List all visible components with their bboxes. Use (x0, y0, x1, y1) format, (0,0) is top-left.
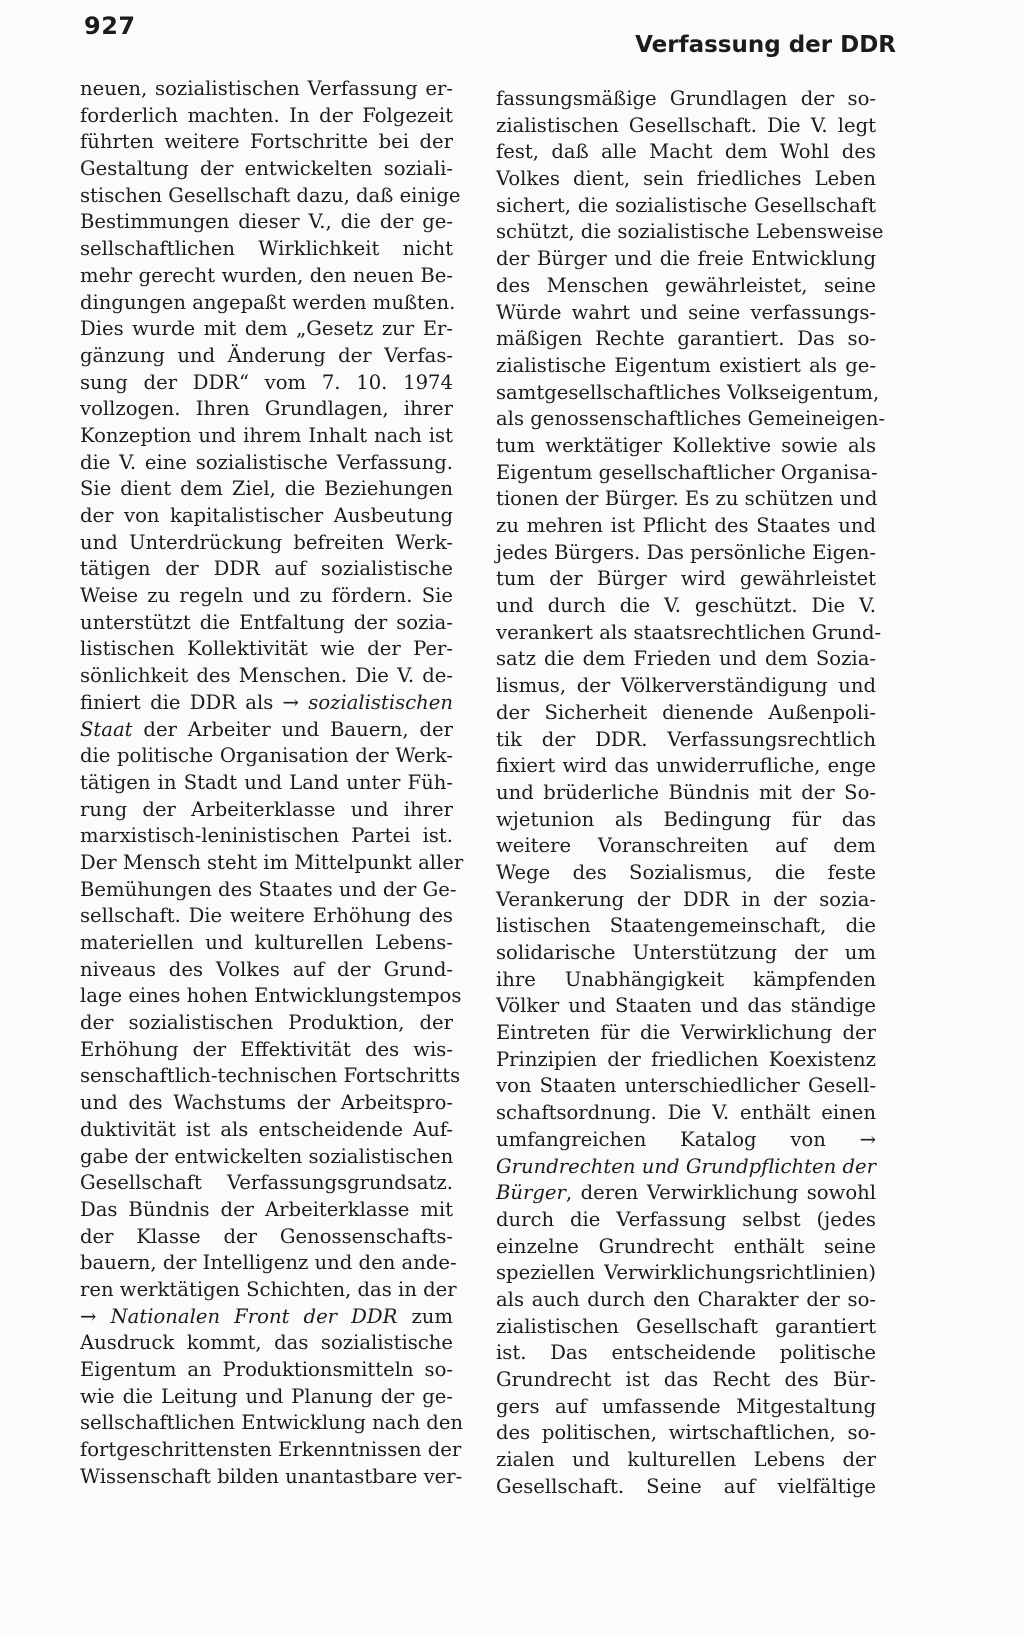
text-line: tätigen in Stadt und Land unter Füh- (80, 770, 453, 794)
text-line: als auch durch den Charakter der so- (496, 1287, 876, 1311)
text-line: zialen und kulturellen Lebens der (496, 1448, 876, 1472)
text-line: Wissenschaft bilden unantastbare ver- (80, 1464, 463, 1488)
text-line: Bemühungen des Staates und der Ge- (80, 877, 457, 901)
text-line: Erhöhung der Effektivität des wis- (80, 1037, 453, 1061)
text-line: lage eines hohen Entwicklungstempos (80, 984, 462, 1008)
text-line: forderlich machten. In der Folgezeit (80, 103, 453, 127)
text-line: der Klasse der Genossenschafts- (80, 1224, 453, 1248)
text-line: Bestimmungen dieser V., die der ge- (80, 210, 453, 234)
text-line: schützt, die sozialistische Lebensweise (496, 220, 884, 244)
text-fragment: → (80, 1304, 111, 1328)
text-line: neuen, sozialistischen Verfassung er- (80, 77, 453, 100)
text-line (80, 1304, 453, 1331)
text-line: Ausdruck kommt, das sozialistische (80, 1331, 453, 1355)
cross-reference-term: Nationalen Front der DDR (110, 1304, 398, 1328)
text-line: sung der DDR“ vom 7. 10. 1974 (80, 370, 453, 394)
text-line: materiellen und kulturellen Lebens- (80, 931, 453, 954)
text-line: führten weitere Fortschritte bei der (80, 130, 453, 154)
text-line: Dies wurde mit dem „Gesetz zur Er- (80, 317, 453, 341)
text-line: tik der DDR. Verfassungsrechtlich (496, 727, 876, 751)
text-line: Prinzipien der friedlichen Koexistenz (496, 1047, 876, 1071)
text-fragment: finiert die DDR als → (80, 690, 309, 714)
text-line: wie die Leitung und Planung der ge- (80, 1384, 453, 1408)
text-line: weitere Voranschreiten auf dem (496, 834, 876, 858)
text-line (496, 1154, 876, 1181)
text-line: Gesellschaft. Seine auf vielfältige (496, 1474, 876, 1498)
text-line: Verankerung der DDR in der sozia- (496, 887, 876, 911)
text-line: gers auf umfassende Mitgestaltung (496, 1394, 876, 1418)
text-line: sellschaft. Die weitere Erhöhung des (80, 904, 453, 928)
text-line: speziellen Verwirklichungsrichtlinien) (496, 1261, 876, 1285)
left-text-column (80, 76, 464, 1490)
text-line: der sozialistischen Produktion, der (80, 1011, 453, 1035)
text-line: der Bürger und die freie Entwicklung (496, 247, 876, 271)
text-line: fassungsmäßige Grundlagen der so- (496, 87, 876, 110)
text-line: der Sicherheit dienende Außenpoli- (496, 700, 876, 724)
text-line: ren werktätigen Schichten, das in der (80, 1277, 457, 1301)
text-line: Eigentum gesellschaftlicher Organisa- (496, 460, 878, 484)
text-line: als genossenschaftliches Gemeineigen- (496, 407, 886, 431)
text-line: zialistischen Gesellschaft garantiert (496, 1314, 876, 1338)
text-line: marxistisch-leninistischen Partei ist. (80, 824, 453, 848)
text-line (80, 717, 453, 744)
page-number: 927 (84, 12, 136, 40)
text-line: sellschaftlichen Entwicklung nach den (80, 1411, 464, 1435)
cross-reference-term: Grundrechten und Grundpflichten der (496, 1154, 876, 1178)
text-line: einzelne Grundrecht enthält seine (496, 1234, 876, 1258)
text-line: mehr gerecht wurden, den neuen Be- (80, 263, 453, 287)
text-line: satz die dem Frieden und dem Sozia- (496, 647, 876, 671)
text-fragment: der Arbeiter und Bauern, der (132, 717, 453, 741)
text-line: Sie dient dem Ziel, die Beziehungen (80, 477, 453, 501)
text-line: gabe der entwickelten sozialistischen (80, 1144, 454, 1168)
text-line: tum werktätiger Kollektive sowie als (496, 433, 876, 457)
text-line: ist. Das entscheidende politische (496, 1341, 876, 1365)
cross-reference-term: Bürger (496, 1181, 566, 1205)
text-line: Volkes dient, sein friedliches Leben (496, 167, 876, 191)
text-line: wjetunion als Bedingung für das (496, 807, 876, 831)
text-line: tum der Bürger wird gewährleistet (496, 567, 876, 591)
text-line: samtgesellschaftliches Volkseigentum, (496, 380, 880, 404)
running-head-title: Verfassung der DDR (635, 32, 896, 58)
text-line: Der Mensch steht im Mittelpunkt aller (80, 850, 464, 874)
text-line: rung der Arbeiterklasse und ihrer (80, 797, 453, 821)
text-line: lismus, der Völkerverständigung und (496, 674, 876, 698)
text-line: und Unterdrückung befreiten Werk- (80, 530, 453, 554)
text-line: bauern, der Intelligenz und den ande- (80, 1251, 457, 1275)
text-line: fixiert wird das unwiderrufliche, enge (496, 754, 876, 778)
text-line: mäßigen Rechte garantiert. Das so- (496, 327, 876, 351)
text-line: sichert, die sozialistische Gesellschaft (496, 193, 876, 217)
text-line: zialistische Eigentum existiert als ge- (496, 353, 876, 377)
right-text-column (496, 86, 886, 1500)
text-line: duktivität ist als entscheidende Auf- (80, 1117, 453, 1141)
text-line: des Menschen gewährleistet, seine (496, 273, 876, 297)
text-line: senschaftlich-technischen Fortschritts (80, 1064, 461, 1088)
text-line: verankert als staatsrechtlichen Grund- (496, 620, 882, 644)
text-line: Gesellschaft Verfassungsgrundsatz. (80, 1171, 453, 1195)
text-line: und durch die V. geschützt. Die V. (496, 594, 876, 618)
text-line: unterstützt die Entfaltung der sozia- (80, 610, 453, 634)
text-line: und des Wachstums der Arbeitspro- (80, 1091, 453, 1115)
text-line: niveaus des Volkes auf der Grund- (80, 957, 453, 981)
text-line: listischen Kollektivität wie der Per- (80, 637, 453, 661)
text-line: listischen Staatengemeinschaft, die (496, 914, 876, 938)
text-line: durch die Verfassung selbst (jedes (496, 1207, 876, 1231)
text-line: fortgeschrittensten Erkenntnissen der (80, 1438, 462, 1462)
text-line: umfangreichen Katalog von → (496, 1127, 876, 1151)
text-line: Wege des Sozialismus, die feste (496, 860, 876, 884)
text-line: gänzung und Änderung der Verfas- (80, 343, 453, 367)
text-line: von Staaten unterschiedlicher Gesell- (496, 1074, 876, 1098)
text-line: die politische Organisation der Werk- (80, 744, 453, 768)
text-fragment: , deren Verwirklichung sowohl (565, 1181, 876, 1205)
text-line: Weise zu regeln und zu fördern. Sie (80, 584, 453, 608)
text-line: stischen Gesellschaft dazu, daß einige (80, 183, 461, 207)
text-line (496, 1180, 876, 1207)
text-line: Eintreten für die Verwirklichung der (496, 1021, 876, 1045)
text-line: tionen der Bürger. Es zu schützen und (496, 487, 878, 511)
text-line: jedes Bürgers. Das persönliche Eigen- (496, 540, 877, 564)
text-line: solidarische Unterstützung der um (496, 941, 876, 964)
text-line: dingungen angepaßt werden mußten. (80, 290, 456, 314)
text-line: vollzogen. Ihren Grundlagen, ihrer (80, 397, 453, 421)
text-line: Gestaltung der entwickelten soziali- (80, 157, 453, 181)
text-line: tätigen der DDR auf sozialistische (80, 557, 453, 581)
text-line: ihre Unabhängigkeit kämpfenden (496, 967, 876, 991)
text-line: schaftsordnung. Die V. enthält einen (496, 1101, 876, 1125)
text-line: Eigentum an Produktionsmitteln so- (80, 1358, 453, 1381)
text-line: der von kapitalistischer Ausbeutung (80, 504, 453, 527)
text-fragment: zum (397, 1304, 453, 1328)
text-line: zu mehren ist Pflicht des Staates und (496, 514, 876, 537)
text-line: Das Bündnis der Arbeiterklasse mit (80, 1197, 453, 1221)
text-line: sönlichkeit des Menschen. Die V. de- (80, 664, 453, 688)
text-line: Völker und Staaten und das ständige (496, 994, 876, 1018)
text-line: Konzeption und ihrem Inhalt nach ist (80, 423, 453, 447)
text-line: sellschaftlichen Wirklichkeit nicht (80, 237, 453, 261)
text-line: fest, daß alle Macht dem Wohl des (496, 140, 876, 164)
text-line: zialistischen Gesellschaft. Die V. legt (496, 113, 876, 137)
cross-reference-term: Staat (80, 717, 133, 741)
text-line: des politischen, wirtschaftlichen, so- (496, 1421, 876, 1445)
cross-reference-term: sozialistischen (308, 690, 453, 714)
text-line: Grundrecht ist das Recht des Bür- (496, 1368, 876, 1391)
text-line: und brüderliche Bündnis mit der So- (496, 780, 876, 804)
text-line: die V. eine sozialistische Verfassung. (80, 450, 453, 474)
text-line (80, 690, 453, 717)
text-line: Würde wahrt und seine verfassungs- (496, 300, 876, 324)
